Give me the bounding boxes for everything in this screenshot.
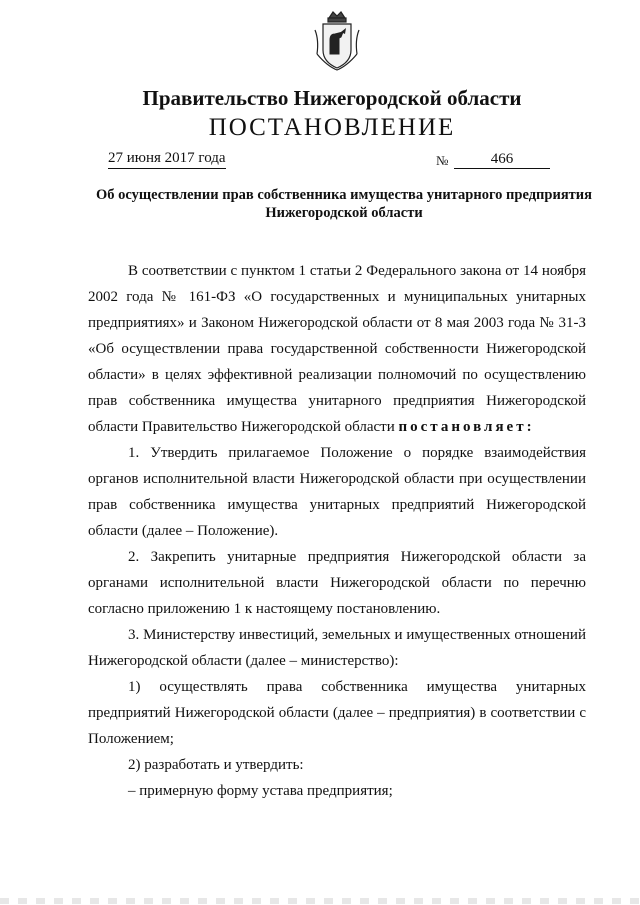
preamble-paragraph [88,258,586,440]
document-type: ПОСТАНОВЛЕНИЕ [208,114,456,141]
government-title: Правительство Нижегородской области [142,86,522,110]
paragraph-3-2: 2) разработать и утвердить: [128,757,304,773]
paragraph-3-1: 1) осуществлять права собственника имущества унитарных предприятий Нижегородской области (далее – предприятия) в соответствии с Положением; [88,679,586,747]
paragraph-2: 2. Закрепить унитарные предприятия Нижегородской области за органами исполнительной власти Нижегородской области по перечню согласно приложению 1 к настоящему постановлению. [88,549,586,617]
document-subject: Об осуществлении прав собственника имущества унитарного предприятия Нижегородской области [96,187,592,221]
preamble-text: В соответствии с пунктом 1 статьи 2 Федерального закона от 14 ноября 2002 года № 161-ФЗ «О государственных и муниципальных унитарных предприятиях» и Законом Нижегородской области от 8 мая 2003 года № 31-З «Об осуществлении права государственной собственности Нижегородской области» в целях эффективной реализации полномочий по осуществлению прав собственника имущества унитарного предприятия Нижегородской области Правительство Нижегородской области [88,263,586,435]
coat-of-arms-emblem [313,10,361,72]
scan-artifact [0,898,640,904]
document-date: 27 июня 2017 года [108,150,226,169]
paragraph-3-2-a: – примерную форму устава предприятия; [128,783,393,799]
paragraph-1: 1. Утвердить прилагаемое Положение о порядке взаимодействия органов исполнительной власти Нижегородской области при осуществлении прав собственника имущества унитарных предприятий Нижегородской области (далее – Положение). [88,445,586,539]
document-body [88,258,586,804]
number-sign: № [436,153,449,168]
document-number: 466 [454,151,550,169]
paragraph-3: 3. Министерству инвестиций, земельных и имущественных отношений Нижегородской области (далее – министерство): [88,627,586,669]
decrees-word: постановляет: [398,419,535,435]
